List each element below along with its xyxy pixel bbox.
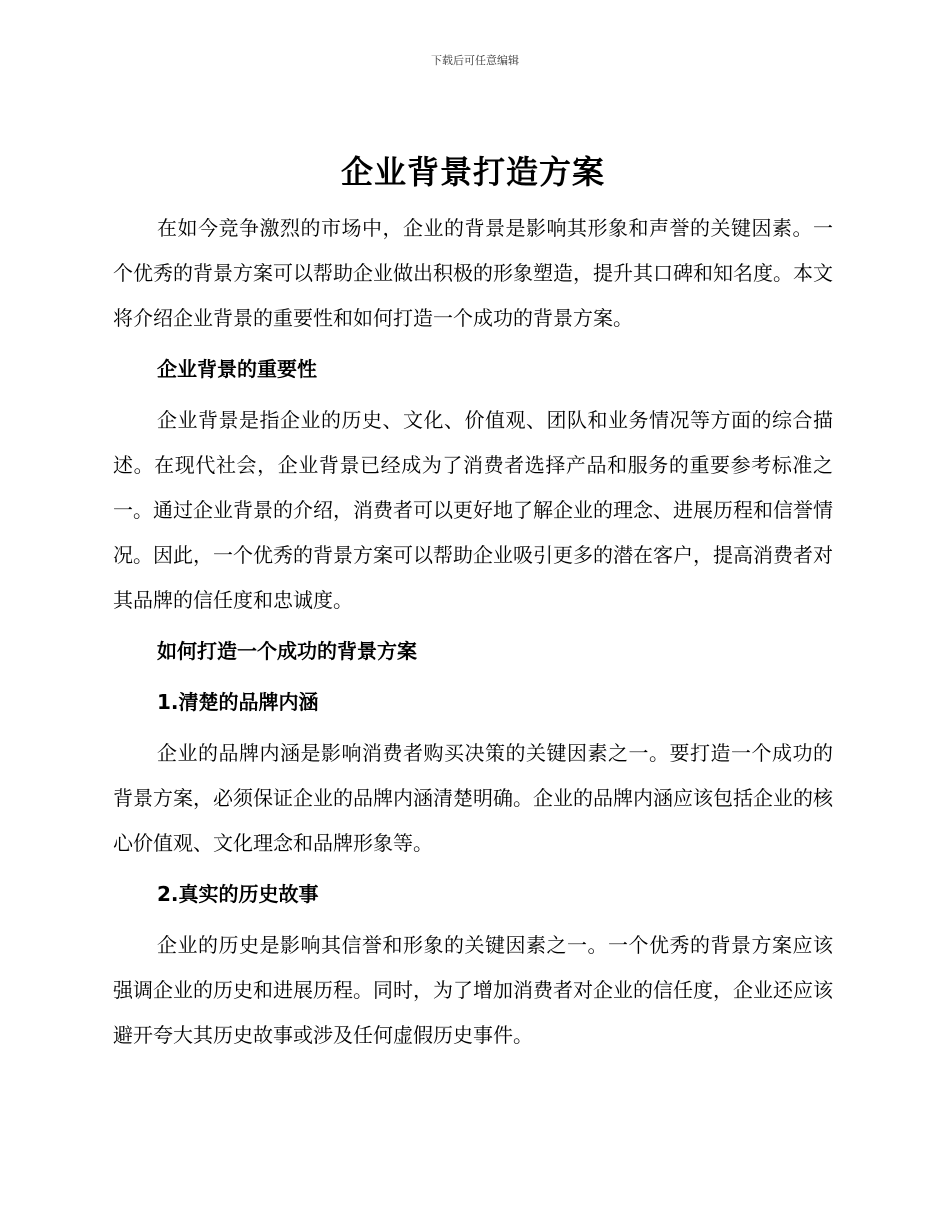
section-heading-how-to: 如何打造一个成功的背景方案 xyxy=(157,639,417,663)
header-note: 下载后可任意编辑 xyxy=(431,54,519,67)
importance-paragraph: 企业背景是指企业的历史、文化、价值观、团队和业务情况等方面的综合描述。在现代社会，企业背景已经成为了消费者选择产品和服务的重要参考标准之一。通过企业背景的介绍，消费者可以更好地了解企业的理念、进展历程和信誉情况。因此，一个优秀的背景方案可以帮助企业吸引更多的潜在客户，提高消费者对其品牌的信任度和忠诚度。 xyxy=(113,408,833,612)
document-content xyxy=(113,148,833,1058)
subheading-brand-connotation: 1.清楚的品牌内涵 xyxy=(157,690,319,714)
intro-paragraph: 在如今竞争激烈的市场中，企业的背景是影响其形象和声誉的关键因素。一个优秀的背景方案可以帮助企业做出积极的形象塑造，提升其口碑和知名度。本文将介绍企业背景的重要性和如何打造一个成功的背景方案。 xyxy=(113,216,833,330)
brand-connotation-paragraph: 企业的品牌内涵是影响消费者购买决策的关键因素之一。要打造一个成功的背景方案，必须保证企业的品牌内涵清楚明确。企业的品牌内涵应该包括企业的核心价值观、文化理念和品牌形象等。 xyxy=(113,741,833,855)
subheading-history-story: 2.真实的历史故事 xyxy=(157,882,319,906)
section-heading-importance: 企业背景的重要性 xyxy=(157,357,317,381)
history-story-paragraph: 企业的历史是影响其信誉和形象的关键因素之一。一个优秀的背景方案应该强调企业的历史和进展历程。同时，为了增加消费者对企业的信任度，企业还应该避开夸大其历史故事或涉及任何虚假历史事件。 xyxy=(113,933,833,1047)
document-title: 企业背景打造方案 xyxy=(340,153,605,191)
